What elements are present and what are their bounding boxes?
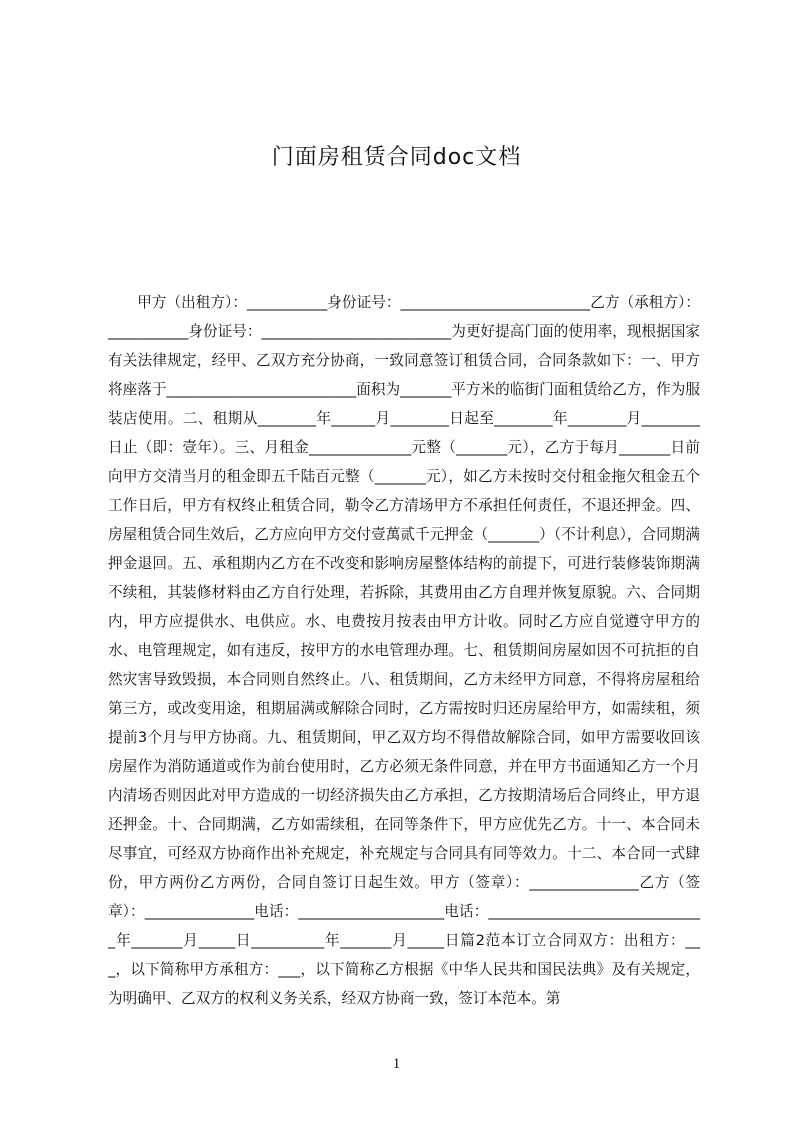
- document-title: 门面房租赁合同doc文档: [271, 145, 522, 170]
- contract-body-text: 甲方（出租方）：___________身份证号：__________________________乙方（承租方）：___________身份证号：__________________________为更好提高门面的使用率，现根据国家有关法律规定，经甲、乙双方充分协商，一致同意签订租赁合同，合同条款如下：一、甲方将座落于__________________________面积为_______平方米的临街门面租赁给乙方，作为服装店使用。二、租期从________年______月________日起至________年________月________日止（即：壹年）。三、月租金______________元整（_______元），乙方于每月_______日前向甲方交清当月的租金即五千陆百元整（_______元），如乙方未按时交付租金拖欠租金五个工作日后，甲方有权终止租赁合同，勒令乙方清场甲方不承担任何责任，不退还押金。四、房屋租赁合同生效后，乙方应向甲方交付壹萬贰千元押金（_______）（不计利息），合同期满押金退回。五、承租期内乙方在不改变和影响房屋整体结构的前提下，可进行装修装饰期满不续租，其装修材料由乙方自行处理，若拆除，其费用由乙方自理并恢复原貌。六、合同期内，甲方应提供水、电供应。水、电费按月按表由甲方计收。同时乙方应自觉遵守甲方的水、电管理规定，如有违反，按甲方的水电管理办理。七、租赁期间房屋如因不可抗拒的自然灾害导致毁损，本合同则自然终止。八、租赁期间，乙方未经甲方同意，不得将房屋租给第三方，或改变用途，租期届满或解除合同时，乙方需按时归还房屋给甲方，如需续租，须提前3个月与甲方协商。九、租赁期间，甲乙双方均不得借故解除合同，如甲方需要收回该房屋作为消防通道或作为前台使用时，乙方必须无条件同意，并在甲方书面通知乙方一个月内清场否则因此对甲方造成的一切经济损失由乙方承担，乙方按期清场后合同终止，甲方退还押金。十、合同期满，乙方如需续租，在同等条件下，甲方应优先乙方。十一、本合同未尽事宜，可经双方协商作出补充规定，补充规定与合同具有同等效力。十二、本合同一式肆份，甲方两份乙方两份，合同自签订日起生效。甲方（签章）：_______________乙方（签章）：_______________电话：____________________电话：______________________________年_______月_____日__________年_______月_____日篇2范本订立合同双方：出租方：___，以下简称甲方承租方：___，以下简称乙方根据《中华人民共和国民法典》及有关规定，为明确甲、乙双方的权利义务关系，经双方协商一致，签订本范本。第: [108, 294, 700, 1007]
- page-number: 1: [392, 1056, 401, 1072]
